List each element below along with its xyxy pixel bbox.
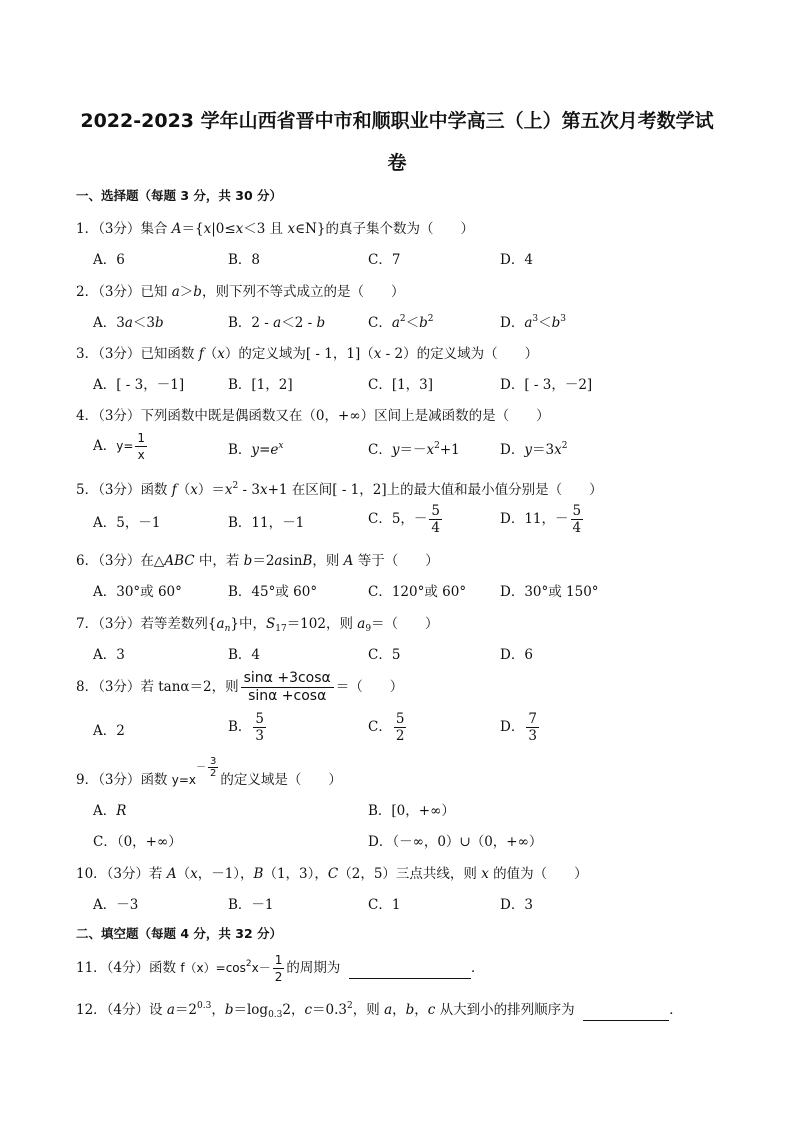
q3-option-a: A．[ - 3，－1]	[93, 377, 185, 393]
q11-answer-blank[interactable]	[349, 962, 471, 979]
q3-option-b: B．[1，2]	[228, 377, 293, 393]
question-3: 3．（3分）已知函数 f（x）的定义域为[ - 1，1]（x - 2）的定义域为（ ）	[76, 346, 539, 362]
q10-option-a: A．－3	[93, 897, 139, 913]
q7-option-d: D．6	[500, 647, 533, 663]
q8-option-a: A．2	[93, 723, 125, 739]
q7-option-a: A．3	[93, 647, 125, 663]
q8-option-b: B． $\frac{5}{3}$	[228, 711, 265, 744]
question-5: 5．（3分）函数 $f(x)=x^2 - 3x+1$ 在区间[ - 1，2]上的最大值和最小值分别是（ ）	[76, 481, 603, 498]
section-heading-choice: 一、选择题（每题 3 分，共 30 分）	[76, 188, 283, 203]
question-10: 10．（3分）若 A（x，－1），B（1，3），C（2，5）三点共线，则 x 的值为（ ）	[76, 866, 588, 882]
title-line-1: 2022-2023 学年山西省晋中市和顺职业中学高三（上）第五次月考数学试	[80, 110, 714, 132]
q12-answer-blank[interactable]	[583, 1004, 669, 1021]
q1-option-a: A．6	[93, 252, 125, 268]
q7-option-b: B．4	[228, 647, 261, 663]
question-1: 1．（3分）集合 A＝{x|0≤x＜3 且 x∈N}的真子集个数为（ ）	[76, 221, 474, 237]
q6-option-c: C．120°或 60°	[368, 584, 467, 600]
q2-option-a: A．3a＜3b	[93, 315, 164, 331]
q1-option-c: C．7	[368, 252, 401, 268]
q9-option-c: C．（0，+∞）	[93, 834, 182, 850]
q5-option-d: D．11，－ $\frac{5}{4}$	[500, 503, 582, 536]
q9-option-d: D．（－∞，0）∪（0，+∞）	[368, 834, 543, 850]
page-title	[70, 100, 724, 184]
q7-option-c: C．5	[368, 647, 401, 663]
title-line-2: 卷	[387, 152, 407, 174]
question-11: 11．（4分）函数 $f(x)=\cos^2x-$ $\frac{1}{2}$ 的周期为 ．	[76, 953, 485, 984]
q6-option-a: A．30°或 60°	[93, 584, 182, 600]
q9-option-b: B．[0，+∞）	[368, 803, 455, 819]
q2-option-d: D．$a^3<b^3$	[500, 314, 567, 331]
q6-option-b: B．45°或 60°	[228, 584, 318, 600]
q3-option-d: D．[ - 3，－2]	[500, 377, 593, 393]
question-12: 12．（4分）设 $a=2^{0.3}$，$b=\log_{0.3}2$，$c=0.3^2$，则 a，b，c 从大到小的排列顺序为 ．	[76, 1001, 683, 1020]
section-heading-fill: 二、填空题（每题 4 分，共 32 分）	[76, 926, 283, 941]
q4-option-d: D．$y=3x^2$	[500, 441, 568, 458]
question-2: 2．（3分）已知 a＞b，则下列不等式成立的是（ ）	[76, 284, 405, 300]
question-6: 6．（3分）在△ABC 中，若 b＝2asinB，则 A 等于（ ）	[76, 553, 439, 569]
q8-option-c: C． $\frac{5}{2}$	[368, 711, 405, 744]
q5-option-b: B．11，－1	[228, 515, 305, 531]
question-4: 4．（3分）下列函数中既是偶函数又在（0，+∞）区间上是减函数的是（ ）	[76, 408, 550, 424]
q4-option-a: A．y= $\frac{1}{x}$	[93, 431, 146, 462]
q10-option-b: B．－1	[228, 897, 274, 913]
q5-option-c: C．5，－ $\frac{5}{4}$	[368, 503, 441, 536]
q5-option-a: A．5，－1	[93, 515, 161, 531]
q2-option-b: B．2 - a＜2 - b	[228, 315, 326, 331]
q8-option-d: D． $\frac{7}{3}$	[500, 711, 537, 744]
q3-option-c: C．[1，3]	[368, 377, 434, 393]
q10-option-c: C．1	[368, 897, 401, 913]
q9-option-a: A．R	[93, 803, 127, 819]
question-9: 9．（3分）函数 $y=x^{- \frac{3}{2}}$ 的定义域是（ ）	[76, 755, 342, 788]
q1-option-b: B．8	[228, 252, 261, 268]
q4-option-c: C．$y=-x^2+1$	[368, 441, 460, 458]
q10-option-d: D．3	[500, 897, 533, 913]
q6-option-d: D．30°或 150°	[500, 584, 599, 600]
q1-option-d: D．4	[500, 252, 533, 268]
question-7: 7．（3分）若等差数列$\{a_n\}$中，$S_{17}=102$，则 $a_9=$（ ）	[76, 616, 439, 634]
question-8: 8．（3分）若 tanα＝2，则 $\frac{\sin\alpha +3\cos\alpha}{\sin\alpha +\cos\alpha}$ ＝（ ）	[76, 670, 404, 704]
q2-option-c: C．$a^2<b^2$	[368, 314, 434, 331]
q4-option-b: B．$y=e^x$	[228, 441, 284, 458]
